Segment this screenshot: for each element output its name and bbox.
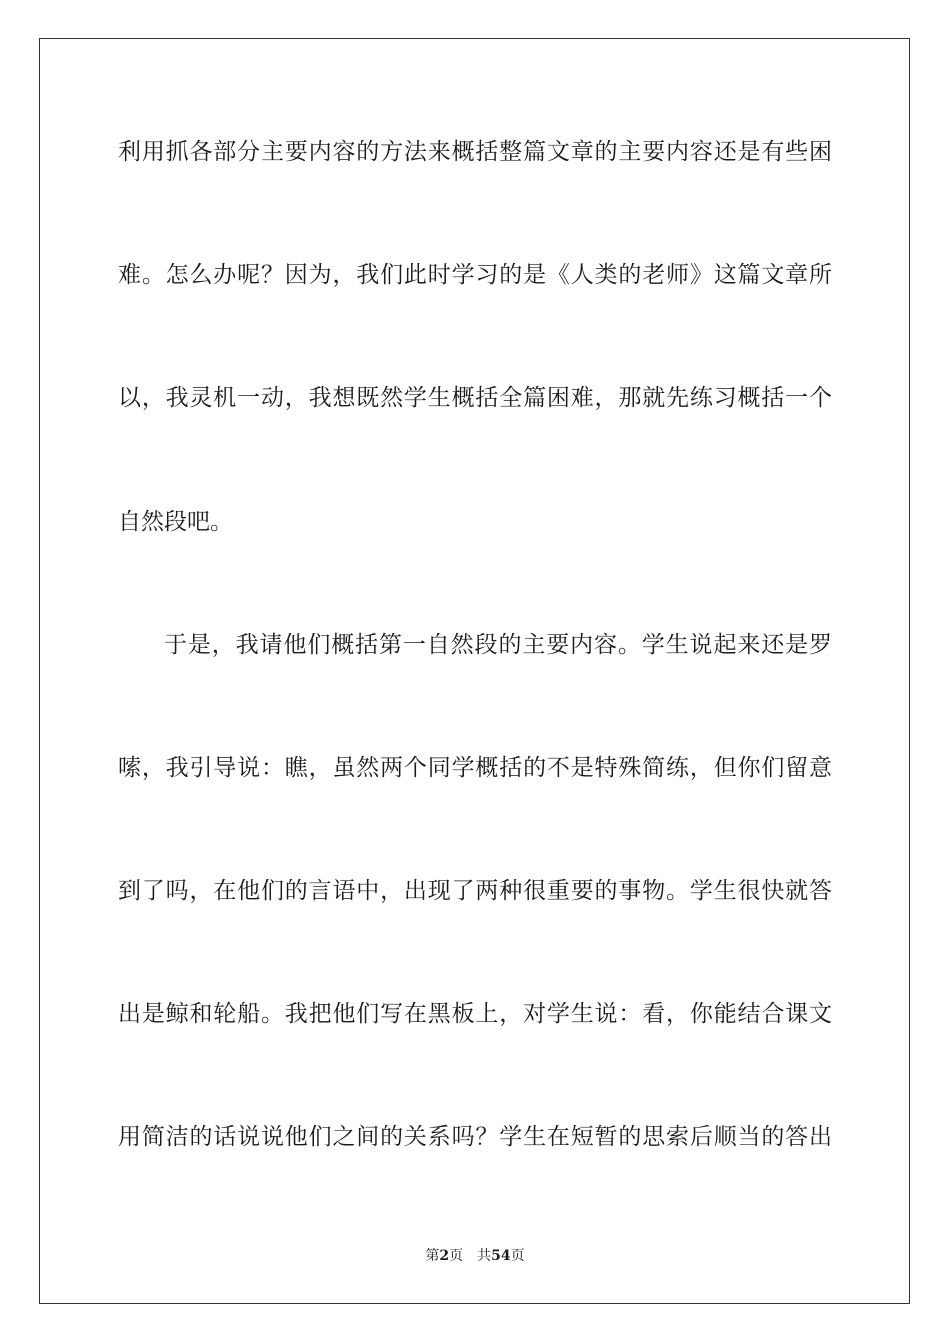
page-prefix: 第 [425, 1248, 440, 1264]
text-line-8: 出是鲸和轮船。我把他们写在黑板上，对学生说：看，你能结合课文 [118, 1001, 832, 1027]
text-line-9: 用简洁的话说说他们之间的关系吗？学生在短暂的思索后顺当的答出 [118, 1124, 832, 1150]
total-suffix: 页 [510, 1248, 525, 1264]
page-suffix: 页 [449, 1248, 464, 1264]
text-line-6: 嗦，我引导说：瞧，虽然两个同学概括的不是特殊简练，但你们留意 [118, 755, 832, 781]
text-line-3: 以，我灵机一动，我想既然学生概括全篇困难，那就先练习概括一个 [118, 385, 832, 411]
page-border [39, 38, 910, 1304]
page-footer [0, 1247, 950, 1265]
total-prefix: 共 [477, 1248, 492, 1264]
text-line-5: 于是，我请他们概括第一自然段的主要内容。学生说起来还是罗 [164, 632, 832, 658]
text-line-1: 利用抓各部分主要内容的方法来概括整篇文章的主要内容还是有些困 [118, 139, 832, 165]
text-line-4: 自然段吧。 [118, 509, 233, 535]
page-number: 2 [439, 1248, 450, 1264]
total-pages: 54 [491, 1248, 511, 1264]
text-line-2: 难。怎么办呢？因为，我们此时学习的是《人类的老师》这篇文章所 [118, 262, 832, 288]
text-line-7: 到了吗，在他们的言语中，出现了两种很重要的事物。学生很快就答 [118, 878, 832, 904]
